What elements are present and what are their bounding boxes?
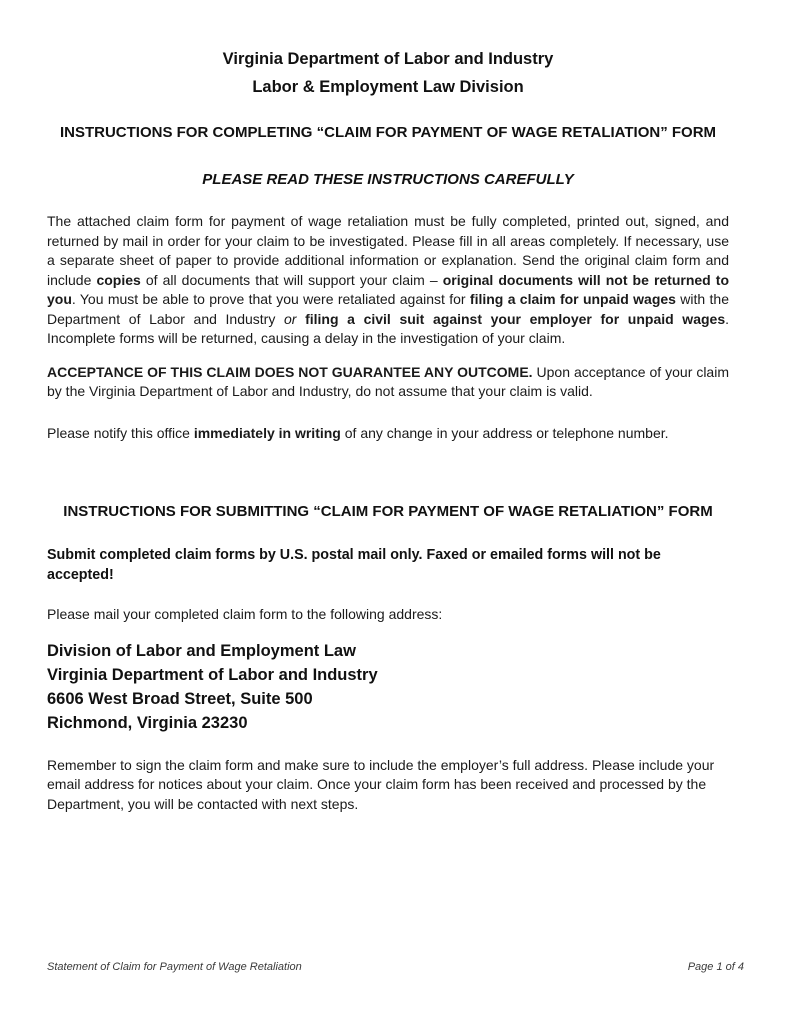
text-run: immediately in writing xyxy=(193,424,341,441)
acceptance-paragraph xyxy=(47,363,729,402)
mail-intro-line: Please mail your completed claim form to the following address: xyxy=(47,606,443,622)
title-line-2: Labor & Employment Law Division xyxy=(252,78,524,96)
title-line-1: Virginia Department of Labor and Industry xyxy=(222,50,554,68)
text-run xyxy=(296,311,305,327)
footer-document-title: Statement of Claim for Payment of Wage Retaliation xyxy=(47,961,302,973)
text-run: . You must be able to prove that you were retaliated against for xyxy=(71,291,470,307)
text-run: filing a claim for unpaid wages xyxy=(469,291,676,307)
intro-paragraph xyxy=(47,212,729,349)
text-run: The attached claim form for payment of wage retaliation must be fully completed, printed out, signed, and returned by mail in order for your claim to be investigated. Please fill in all areas completely. If necessary, use a separate sheet of paper to provide additional information or explanation. Send the original claim form and include xyxy=(47,213,729,288)
submitting-instructions-heading: INSTRUCTIONS FOR SUBMITTING “CLAIM FOR PAYMENT OF WAGE RETALIATION” FORM xyxy=(63,503,713,520)
text-run: original documents will not be returned to you xyxy=(47,271,730,307)
text-run: ACCEPTANCE OF THIS CLAIM DOES NOT GUARANTEE ANY OUTCOME. xyxy=(47,363,533,380)
address-line: 6606 West Broad Street, Suite 500 xyxy=(47,689,313,708)
completing-instructions-heading: INSTRUCTIONS FOR COMPLETING “CLAIM FOR PAYMENT OF WAGE RETALIATION” FORM xyxy=(59,124,717,141)
page-footer xyxy=(47,961,744,973)
closing-paragraph: Remember to sign the claim form and make sure to include the employer’s full address. Please include your email address for notices about your claim. Once your claim form has been received and processed by the Department, you will be contacted with next steps. xyxy=(47,756,715,812)
address-line: Division of Labor and Employment Law xyxy=(47,641,356,660)
submit-notice: Submit completed claim forms by U.S. postal mail only. Faxed or emailed forms will not be accepted! xyxy=(47,547,661,583)
footer-page-number: Page 1 of 4 xyxy=(687,961,744,973)
document-title xyxy=(47,45,729,101)
read-carefully-subheading: PLEASE READ THESE INSTRUCTIONS CAREFULLY xyxy=(202,171,574,188)
text-run: of any change in your address or telephone number. xyxy=(340,424,669,441)
text-run: copies xyxy=(96,271,141,288)
text-run: Upon acceptance of your claim by the Virginia Department of Labor and Industry, do not assume that your claim is valid. xyxy=(47,363,729,399)
text-run: of all documents that will support your claim – xyxy=(140,271,443,288)
mailing-address-block xyxy=(47,639,729,735)
text-run: . Incomplete forms will be returned, causing a delay in the investigation of your claim. xyxy=(47,310,730,346)
text-run: filing a civil suit against your employer for unpaid wages xyxy=(305,310,726,327)
text-run: Please notify this office xyxy=(47,424,194,441)
notify-paragraph xyxy=(47,424,729,444)
address-line: Virginia Department of Labor and Industry xyxy=(47,665,378,684)
address-line: Richmond, Virginia 23230 xyxy=(47,713,248,732)
text-run: with the Department of Labor and Industry xyxy=(47,291,729,327)
text-run: or xyxy=(283,310,297,327)
